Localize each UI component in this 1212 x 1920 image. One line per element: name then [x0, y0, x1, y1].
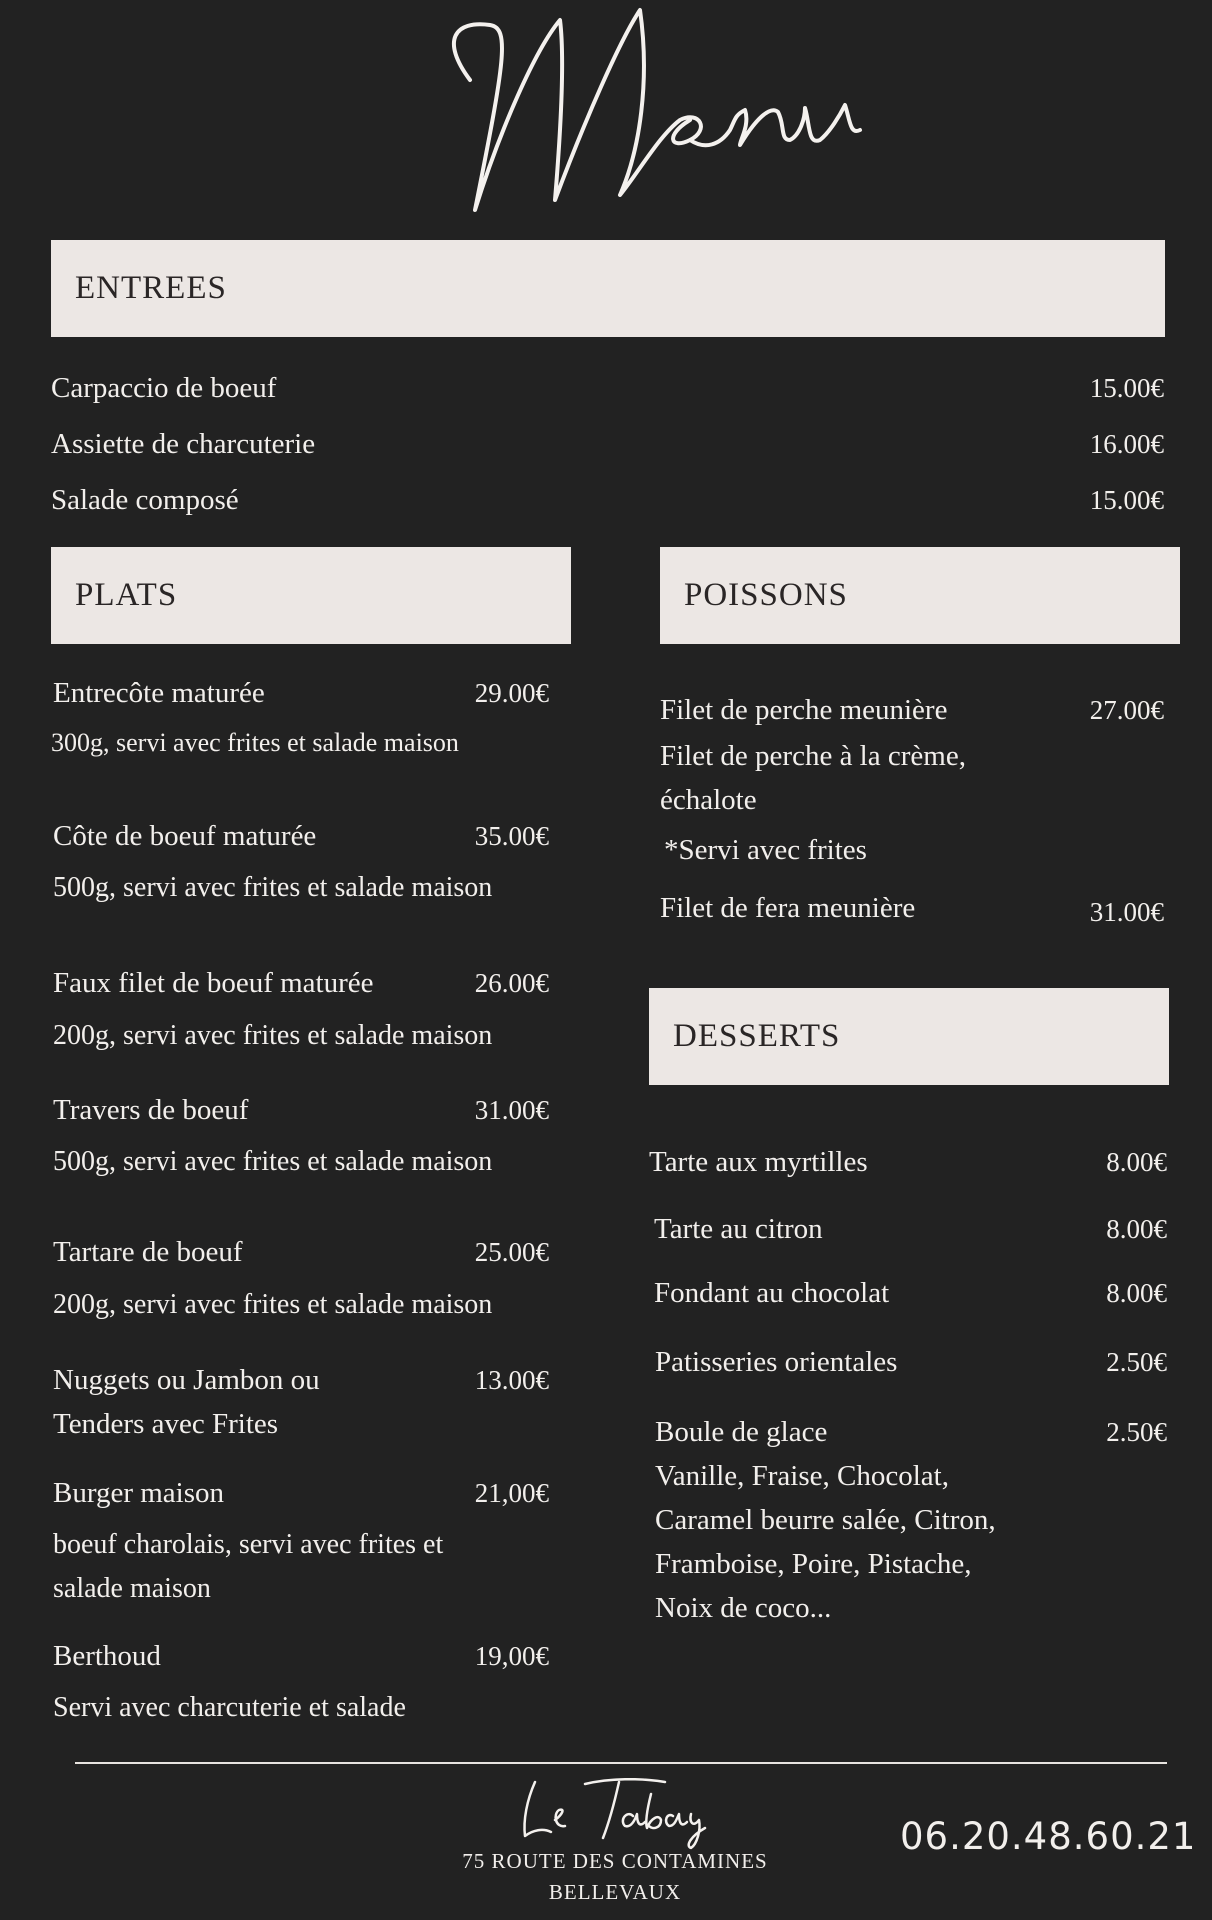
- dessert-item-price: 2.50€: [1106, 1417, 1167, 1447]
- entree-item-price: 15.00€: [1089, 485, 1164, 515]
- dessert-item-name: Tarte aux myrtilles: [649, 1146, 868, 1178]
- phone-number: 06.20.48.60.21: [900, 1815, 1197, 1858]
- plat-item-price: 25.00€: [474, 1237, 549, 1267]
- plat-item-name: Burger maison: [53, 1477, 225, 1509]
- desserts-heading-label: DESSERTS: [673, 1018, 841, 1054]
- dessert-item-price: 8.00€: [1106, 1214, 1167, 1244]
- entree-item-name: Assiette de charcuterie: [51, 428, 316, 460]
- poisson-item-name: Filet de fera meunière: [660, 892, 916, 924]
- plat-item-price: 31.00€: [474, 1095, 549, 1125]
- dessert-flavors: Framboise, Poire, Pistache,: [655, 1548, 972, 1580]
- dessert-item-name: Tarte au citron: [654, 1213, 823, 1245]
- plat-item-name: Nuggets ou Jambon ou: [53, 1364, 320, 1396]
- desserts-heading: [649, 988, 1169, 1085]
- poisson-note: *Servi avec frites: [664, 834, 867, 866]
- entree-item-name: Carpaccio de boeuf: [51, 372, 277, 404]
- entree-item-price: 15.00€: [1089, 373, 1164, 403]
- poisson-item-name: échalote: [660, 784, 757, 816]
- poissons-heading-label: POISSONS: [684, 577, 848, 613]
- plats-heading-label: PLATS: [75, 577, 178, 613]
- menu-title: [0, 0, 1212, 230]
- poisson-item-price: 27.00€: [1089, 695, 1164, 725]
- plat-item-name: Travers de boeuf: [53, 1094, 249, 1126]
- entree-item-price: 16.00€: [1089, 429, 1164, 459]
- plat-item-desc: 200g, servi avec frites et salade maison: [53, 1289, 493, 1320]
- entree-item-name: Salade composé: [51, 484, 239, 516]
- plat-item-desc: 200g, servi avec frites et salade maison: [53, 1020, 493, 1051]
- plat-item-desc: 500g, servi avec frites et salade maison: [53, 872, 493, 903]
- dessert-item-name: Fondant au chocolat: [654, 1277, 890, 1309]
- poissons-heading: [660, 547, 1180, 644]
- plat-item-price: 26.00€: [474, 968, 549, 998]
- plat-item-name: Berthoud: [53, 1640, 161, 1672]
- poisson-item-name: Filet de perche meunière: [660, 694, 948, 726]
- poisson-item-name: Filet de perche à la crème,: [660, 740, 966, 772]
- poisson-item-price: 31.00€: [1089, 897, 1164, 927]
- plats-heading: [51, 547, 571, 644]
- plat-item-name: Tartare de boeuf: [53, 1236, 243, 1268]
- dessert-item-price: 8.00€: [1106, 1278, 1167, 1308]
- plat-item-desc: 300g, servi avec frites et salade maison: [51, 728, 459, 757]
- dessert-flavors: Vanille, Fraise, Chocolat,: [655, 1460, 949, 1492]
- footer-address-line2: BELLEVAUX: [548, 1880, 682, 1904]
- plat-item-desc: salade maison: [53, 1573, 211, 1604]
- footer-address-line1: 75 ROUTE DES CONTAMINES: [462, 1849, 768, 1873]
- dessert-item-price: 2.50€: [1106, 1347, 1167, 1377]
- plat-item-name: Entrecôte maturée: [53, 677, 265, 709]
- dessert-item-name: Boule de glace: [655, 1416, 828, 1448]
- plat-item-price: 21,00€: [474, 1478, 549, 1508]
- plat-item-price: 29.00€: [474, 678, 549, 708]
- dessert-item-price: 8.00€: [1106, 1147, 1167, 1177]
- plat-item-name: Côte de boeuf maturée: [53, 820, 317, 852]
- dessert-flavors: Noix de coco...: [655, 1592, 832, 1624]
- plat-item-desc: Servi avec charcuterie et salade: [53, 1692, 406, 1723]
- footer-divider: [75, 1762, 1167, 1764]
- plat-item-desc: boeuf charolais, servi avec frites et: [53, 1529, 444, 1560]
- plat-item-name: Faux filet de boeuf maturée: [53, 967, 374, 999]
- entrees-heading-label: ENTREES: [75, 270, 227, 306]
- plat-item-price: 35.00€: [474, 821, 549, 851]
- plat-item-price: 19,00€: [474, 1641, 549, 1671]
- plat-item-name: Tenders avec Frites: [53, 1408, 279, 1440]
- dessert-flavors: Caramel beurre salée, Citron,: [655, 1504, 996, 1536]
- plat-item-price: 13.00€: [474, 1365, 549, 1395]
- restaurant-logo: [515, 1770, 715, 1850]
- dessert-item-name: Patisseries orientales: [655, 1346, 898, 1378]
- entrees-heading: [51, 240, 1165, 337]
- plat-item-desc: 500g, servi avec frites et salade maison: [53, 1146, 493, 1177]
